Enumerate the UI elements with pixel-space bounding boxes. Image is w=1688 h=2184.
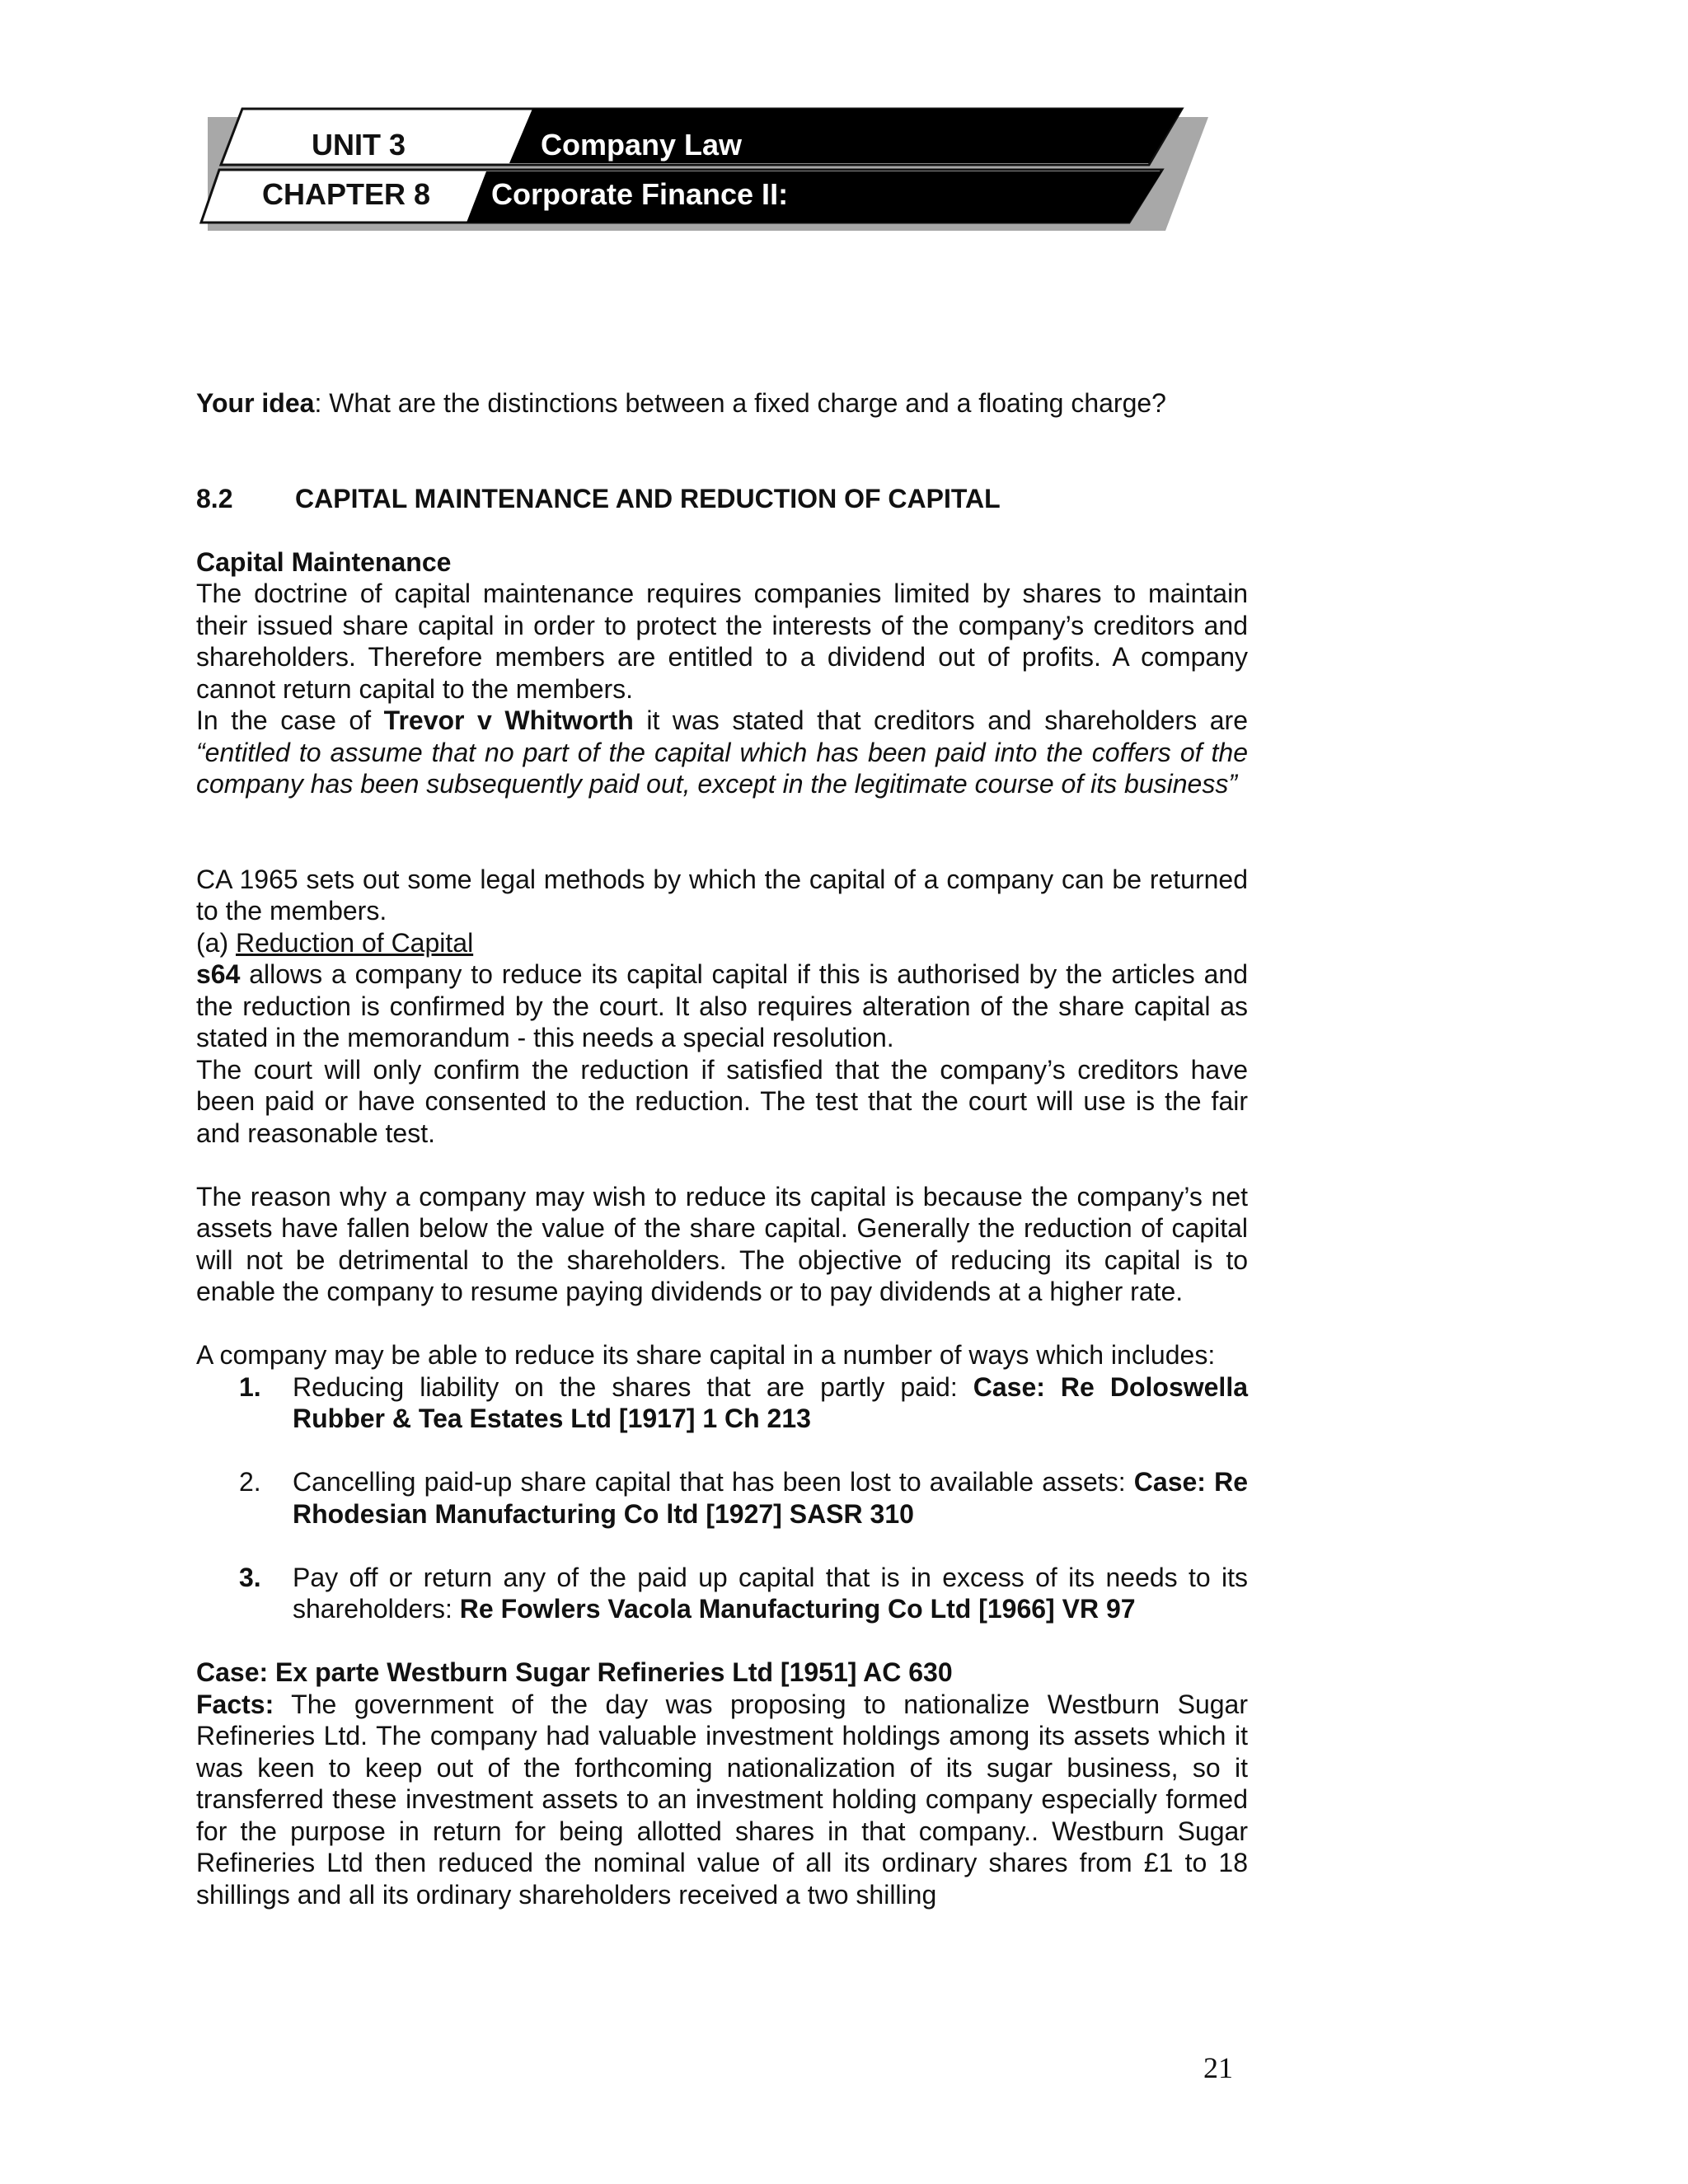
list-item — [239, 1562, 1248, 1625]
list-text — [293, 1466, 1248, 1530]
reduction-subheading — [196, 927, 1248, 959]
your-idea-prompt — [196, 387, 1248, 419]
trevor-mid: it was stated that creditors and shareholders are — [633, 705, 1249, 735]
capital-maintenance-heading: Capital Maintenance — [196, 546, 452, 577]
facts-label: Facts: — [196, 1689, 274, 1719]
course-title: Company Law — [541, 128, 743, 162]
section-number: 8.2 — [196, 483, 233, 513]
page-number: 21 — [1203, 2051, 1233, 2084]
reason-paragraph: The reason why a company may wish to reduce its capital is because the company’s net assets have fallen below the value of the share capital. Generally the reduction of capital will not be detrimental to the shareholders. The objective of reducing its capital is to enable the company to resume paying dividends or to pay dividends at a higher rate. — [196, 1181, 1248, 1306]
list-marker: 2. — [239, 1467, 261, 1497]
list-text — [293, 1371, 1248, 1435]
trevor-case-name: Trevor v Whitworth — [383, 705, 634, 735]
westburn-case-heading: Case: Ex parte Westburn Sugar Refineries Ltd [1951] AC 630 — [196, 1657, 953, 1687]
ca1965-intro: CA 1965 sets out some legal methods by which the capital of a company can be returned to the members. — [196, 864, 1248, 926]
list-marker: 3. — [239, 1562, 261, 1592]
list-item-case: Re Fowlers Vacola Manufacturing Co Ltd [1966] VR 97 — [459, 1594, 1136, 1624]
court-paragraph: The court will only confirm the reduction if satisfied that the company’s creditors have been paid or have consented to the reduction. The test that the court will use is the fair and reasonable test. — [196, 1054, 1248, 1148]
list-item-case: Case: Re Doloswella Rubber & Tea Estates Ltd [1917] 1 Ch 213 — [293, 1371, 1249, 1433]
section-title: CAPITAL MAINTENANCE AND REDUCTION OF CAPITAL — [295, 483, 1001, 513]
page-content — [196, 387, 1248, 1910]
list-item-text: Pay off or return any of the paid up capital that is in excess of its needs to its shareholders: — [293, 1562, 1248, 1624]
chapter-label: CHAPTER 8 — [262, 177, 431, 211]
your-idea-label: Your idea — [196, 388, 315, 418]
list-item-text: Cancelling paid-up share capital that has been lost to available assets: — [293, 1467, 1134, 1497]
trevor-quote: “entitled to assume that no part of the capital which has been paid into the coffers of the company has been subsequently paid out, except in the legitimate course of its business” — [196, 737, 1248, 799]
list-marker: 1. — [239, 1371, 261, 1402]
capital-maintenance-paragraph: The doctrine of capital maintenance requires companies limited by shares to maintain their issued share capital in order to protect the interests of the company’s creditors and shareholders. Therefore members are entitled to a dividend out of profits. A company cannot return capital to the members. — [196, 579, 1248, 704]
chapter-title: Corporate Finance II: — [491, 177, 789, 211]
reduction-title: Reduction of Capital — [236, 927, 474, 958]
westburn-facts-paragraph — [196, 1689, 1248, 1911]
trevor-paragraph — [196, 705, 1248, 800]
list-item-case: Case: Re Rhodesian Manufacturing Co ltd [1927] SASR 310 — [293, 1467, 1249, 1529]
s64-paragraph — [196, 958, 1248, 1054]
s64-label: s64 — [196, 959, 241, 989]
banner-graphic — [196, 105, 1218, 237]
list-item-text: Reducing liability on the shares that are partly paid: — [293, 1371, 973, 1402]
unit-label: UNIT 3 — [312, 128, 406, 162]
trevor-prefix: In the case of — [196, 705, 384, 735]
section-heading — [196, 483, 1248, 515]
facts-text: The government of the day was proposing to nationalize Westburn Sugar Refineries Ltd. The company had valuable investment holdings among its assets which it was keen to keep out of the forthcoming nationalization of its sugar business, so it transferred these investment assets to an investment holding company especially formed for the purpose in return for being allotted shares in that company.. Westburn Sugar Refineries Ltd then reduced the nominal value of all its ordinary shares from £1 to 18 shillings and all its ordinary shareholders received a two shilling — [196, 1689, 1248, 1910]
chapter-banner — [196, 105, 1218, 237]
reduction-prefix: (a) — [196, 927, 236, 958]
your-idea-text: : What are the distinctions between a fixed charge and a floating charge? — [314, 388, 1166, 418]
list-text — [293, 1562, 1248, 1625]
s64-text: allows a company to reduce its capital capital if this is authorised by the articles and the reduction is confirmed by the court. It also requires alteration of the share capital as stated in the memorandum - this needs a special resolution. — [196, 959, 1248, 1052]
list-item — [239, 1466, 1248, 1530]
ways-intro: A company may be able to reduce its share capital in a number of ways which includes: — [196, 1340, 1216, 1370]
list-item — [239, 1371, 1248, 1435]
